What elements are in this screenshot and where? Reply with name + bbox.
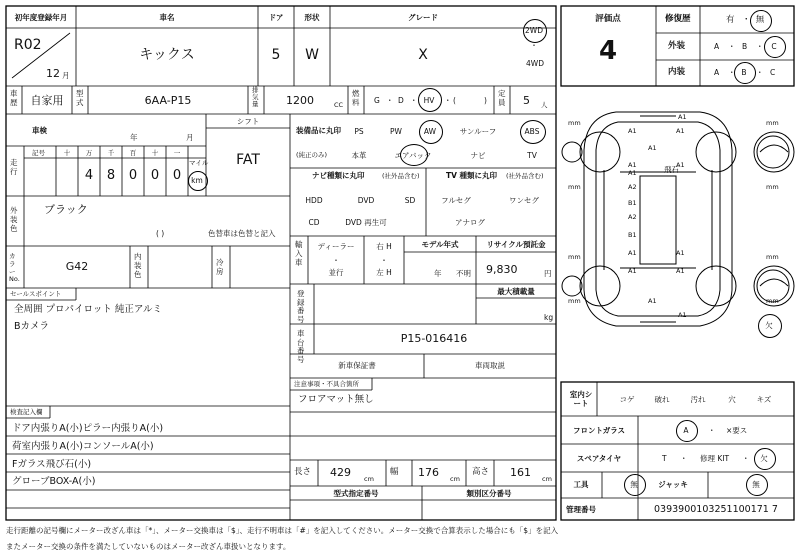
tv-opt: ワンセグ bbox=[509, 196, 539, 205]
tools-label: 工具 bbox=[573, 480, 589, 489]
model: 6AA-P15 bbox=[144, 94, 192, 107]
width-value: 176 bbox=[418, 466, 439, 479]
sales-line: 全周囲 プロパイロット 純正アルミ bbox=[14, 304, 162, 315]
glass-a: A bbox=[683, 426, 689, 435]
warranty: 新車保証書 bbox=[338, 361, 376, 370]
car-name: キックス bbox=[139, 47, 195, 63]
cc-unit: CC bbox=[334, 101, 344, 109]
equipment-label: 装備品に丸印 bbox=[296, 126, 341, 135]
interior-label: 内装 bbox=[668, 67, 686, 77]
mm-mark: mm bbox=[766, 253, 779, 261]
spare-t: T bbox=[662, 454, 667, 463]
seat-opt: 穴 bbox=[728, 395, 736, 404]
insp-month-unit: 月 bbox=[186, 133, 194, 142]
navi-opt: CD bbox=[308, 218, 320, 227]
navi-opt: HDD bbox=[305, 196, 323, 205]
grade-label: グレード bbox=[408, 13, 438, 22]
equip-aw: AW bbox=[423, 127, 437, 136]
height-value: 161 bbox=[510, 466, 531, 479]
mm-mark: mm bbox=[766, 297, 779, 305]
damage-mark: A1 bbox=[676, 249, 685, 257]
footer-note: 走行距離の記号欄にメーター改ざん車は「*」、メーター交換車は「$」、走行不明車は「#」を記入してください。メーター交換で合算表示した場合にも「$」を記入 bbox=[6, 526, 559, 535]
recycle-yen: 円 bbox=[544, 269, 552, 278]
import-dealer: ディーラー bbox=[317, 242, 355, 251]
shape-label: 形状 bbox=[304, 13, 320, 22]
equip-abs: ABS bbox=[524, 127, 540, 136]
shift-label: シフト bbox=[236, 117, 260, 126]
sales-line: Bカメラ bbox=[14, 321, 50, 332]
navi-sub: (社外品含む) bbox=[382, 172, 420, 180]
length-value: 429 bbox=[330, 466, 351, 479]
tv-opt: フルセグ bbox=[441, 196, 471, 205]
damage-mark: A2 bbox=[628, 183, 637, 191]
damage-mark: A1 bbox=[628, 161, 637, 169]
color-code-label: カラーNo. bbox=[9, 252, 20, 284]
drive-2wd: 2WD bbox=[525, 26, 543, 35]
mgmt-number: 0393900103251100171 7 bbox=[654, 504, 778, 515]
jack-label: ジャッキ bbox=[658, 480, 688, 489]
class-number-label: 類別区分番号 bbox=[466, 489, 512, 498]
mileage-digit: 4 bbox=[84, 168, 94, 183]
ac-label: 冷房 bbox=[216, 258, 224, 276]
cm-unit: cm bbox=[450, 475, 460, 483]
equip-tv: TV bbox=[527, 151, 537, 160]
score-value: 4 bbox=[598, 36, 618, 66]
glass-label: フロントガラス bbox=[572, 426, 626, 435]
month-unit: 月 bbox=[62, 71, 70, 80]
seat-opt: 破れ bbox=[654, 395, 670, 404]
color-code: G42 bbox=[65, 260, 89, 273]
fuel-hv: HV bbox=[423, 96, 435, 105]
damage-mark: A1 bbox=[676, 161, 685, 169]
equip-ps: PS bbox=[354, 127, 364, 136]
mileage-digit: 0 bbox=[172, 168, 182, 183]
seat-opt: キズ bbox=[756, 395, 772, 404]
manual: 車両取説 bbox=[475, 361, 505, 370]
capacity-label: 定員 bbox=[498, 89, 506, 107]
repair-label: 修復歴 bbox=[665, 14, 691, 24]
missing-mark: 欠 bbox=[765, 321, 773, 330]
damage-mark: A1 bbox=[678, 113, 687, 121]
inspector-line: ドア内張りA(小)ピラー内張りA(小) bbox=[12, 423, 164, 434]
usage: 自家用 bbox=[30, 94, 64, 107]
inspector-line: 荷室内張りA(小)コンソールA(小) bbox=[12, 441, 154, 452]
damage-mark: A1 bbox=[648, 144, 657, 152]
color-paren: ( ) bbox=[156, 229, 165, 238]
notes-label: 注意事項・不具合箇所 bbox=[294, 380, 359, 388]
height-label: 高さ bbox=[472, 467, 490, 477]
spare-label: スペアタイヤ bbox=[576, 454, 622, 463]
damage-mark: A1 bbox=[648, 297, 657, 305]
mgmt-label: 管理番号 bbox=[566, 505, 596, 514]
mm-mark: mm bbox=[568, 253, 581, 261]
displacement: 1200 bbox=[286, 94, 314, 107]
mileage-digit: 0 bbox=[150, 168, 160, 183]
cm-unit: cm bbox=[364, 475, 374, 483]
color-note: 色替車は色替と記入 bbox=[208, 229, 276, 238]
usage-label: 車歴 bbox=[10, 89, 18, 107]
equip-airbag: エアバック bbox=[394, 151, 432, 160]
doors: 5 bbox=[271, 47, 281, 63]
damage-mark: B1 bbox=[628, 231, 637, 239]
tv-label: TV 種類に丸印 bbox=[446, 171, 498, 180]
length-label: 長さ bbox=[294, 467, 312, 477]
displacement-label: 排気量 bbox=[252, 86, 259, 109]
stone-chip-mark: 飛石 bbox=[664, 165, 679, 174]
drive-4wd: 4WD bbox=[526, 59, 544, 68]
exterior-grade: C bbox=[771, 42, 777, 51]
max-load-unit: kg bbox=[544, 313, 554, 322]
recycle-label: リサイクル預託金 bbox=[486, 240, 546, 249]
navi-opt: DVD bbox=[357, 196, 375, 205]
equip-pw: PW bbox=[390, 127, 402, 136]
capacity-unit: 人 bbox=[541, 101, 548, 109]
model-year-unknown: 不明 bbox=[456, 269, 471, 278]
exterior-label: 外装 bbox=[668, 41, 686, 51]
import-right-h: 右 H bbox=[376, 242, 392, 251]
sales-label: セールスポイント bbox=[10, 290, 62, 298]
chassis-label: 車台番号 bbox=[297, 329, 305, 364]
notes-text: フロアマット無し bbox=[298, 394, 374, 405]
mm-mark: mm bbox=[568, 119, 581, 127]
mile-label: マイル bbox=[189, 159, 209, 167]
fuel-label: 燃料 bbox=[352, 89, 360, 107]
footer-note: またメーター交換の条件を満たしていないものはメーター改ざん車扱いとなります。 bbox=[6, 542, 291, 551]
model-year-label: モデル年式 bbox=[421, 240, 459, 249]
grade: X bbox=[418, 47, 428, 63]
reg-month: 12 bbox=[46, 67, 60, 80]
damage-mark: A1 bbox=[628, 127, 637, 135]
equip-sunroof: サンルーフ bbox=[459, 127, 497, 136]
mm-mark: mm bbox=[766, 183, 779, 191]
inspector-line: Fガラス飛び石(小) bbox=[12, 459, 92, 470]
model-label: 型式 bbox=[76, 89, 84, 107]
shape: W bbox=[305, 47, 319, 63]
equip-navi: ナビ bbox=[470, 151, 486, 160]
navi-label: ナビ種類に丸印 bbox=[312, 171, 365, 180]
damage-mark: A1 bbox=[628, 169, 637, 177]
equip-leather: 本革 bbox=[351, 151, 367, 160]
damage-mark: A1 bbox=[678, 311, 687, 319]
spare-missing: 欠 bbox=[760, 454, 768, 463]
era-year: R02 bbox=[14, 37, 42, 53]
tv-opt: アナログ bbox=[455, 218, 485, 227]
navi-opt: DVD 再生可 bbox=[345, 218, 387, 227]
import-label: 輸入車 bbox=[295, 240, 303, 267]
mm-mark: mm bbox=[568, 297, 581, 305]
glass-replace: ×要ス bbox=[726, 426, 748, 435]
first-reg-label: 初年度登録年月 bbox=[14, 13, 68, 22]
import-parallel: 並行 bbox=[328, 268, 344, 277]
damage-mark: A1 bbox=[676, 267, 685, 275]
damage-mark: A1 bbox=[628, 267, 637, 275]
repair-none: 無 bbox=[755, 15, 765, 25]
seat-opt: コゲ bbox=[619, 395, 635, 404]
tools-value: 無 bbox=[630, 480, 638, 489]
registration-label: 登録番号 bbox=[297, 289, 305, 324]
interior-color-label: 内装色 bbox=[134, 252, 142, 279]
door-label: ドア bbox=[268, 13, 284, 22]
jack-value: 無 bbox=[752, 480, 760, 489]
cm-unit: cm bbox=[542, 475, 552, 483]
recycle-value: 9,830 bbox=[486, 263, 518, 276]
shift: FAT bbox=[236, 152, 260, 168]
inspector-label: 検査記入欄 bbox=[10, 408, 43, 416]
fuel-d: D bbox=[398, 96, 404, 105]
seat-label: 室内シート bbox=[569, 390, 593, 409]
capacity: 5 bbox=[523, 94, 530, 107]
width-label: 幅 bbox=[390, 467, 399, 477]
color-value: ブラック bbox=[44, 203, 88, 216]
model-year-unit: 年 bbox=[434, 269, 442, 278]
insp-year-unit: 年 bbox=[130, 133, 138, 142]
color-label: 外装色 bbox=[10, 206, 18, 233]
spare-kit: 修理 KIT bbox=[700, 454, 730, 463]
inspector-line: グローブBOX-A(小) bbox=[12, 476, 96, 487]
mm-mark: mm bbox=[766, 119, 779, 127]
fuel-g: G bbox=[374, 96, 380, 105]
damage-mark: A1 bbox=[676, 127, 685, 135]
mm-mark: mm bbox=[568, 183, 581, 191]
navi-opt: SD bbox=[404, 196, 416, 205]
chassis-number: P15-016416 bbox=[400, 332, 468, 345]
max-load-label: 最大積載量 bbox=[497, 287, 535, 296]
mileage-digit: 0 bbox=[128, 168, 138, 183]
seat-opt: 汚れ bbox=[690, 395, 706, 404]
car-name-label: 車名 bbox=[159, 13, 175, 22]
mileage-label: 走行 bbox=[10, 158, 18, 176]
tv-sub: (社外品含む) bbox=[506, 172, 544, 180]
damage-mark: A1 bbox=[628, 249, 637, 257]
equipment-sub: (純正のみ) bbox=[296, 151, 328, 159]
import-left-h: 左 H bbox=[376, 268, 392, 277]
score-label: 評価点 bbox=[595, 14, 621, 24]
interior-grade: B bbox=[741, 68, 747, 77]
damage-mark: A2 bbox=[628, 213, 637, 221]
type-number-label: 型式指定番号 bbox=[333, 489, 379, 498]
sign-label: 記号 bbox=[32, 149, 45, 157]
km-label: km bbox=[191, 176, 203, 185]
inspection-label: 車検 bbox=[32, 126, 47, 135]
mileage-digit: 8 bbox=[106, 168, 116, 183]
damage-mark: B1 bbox=[628, 199, 637, 207]
